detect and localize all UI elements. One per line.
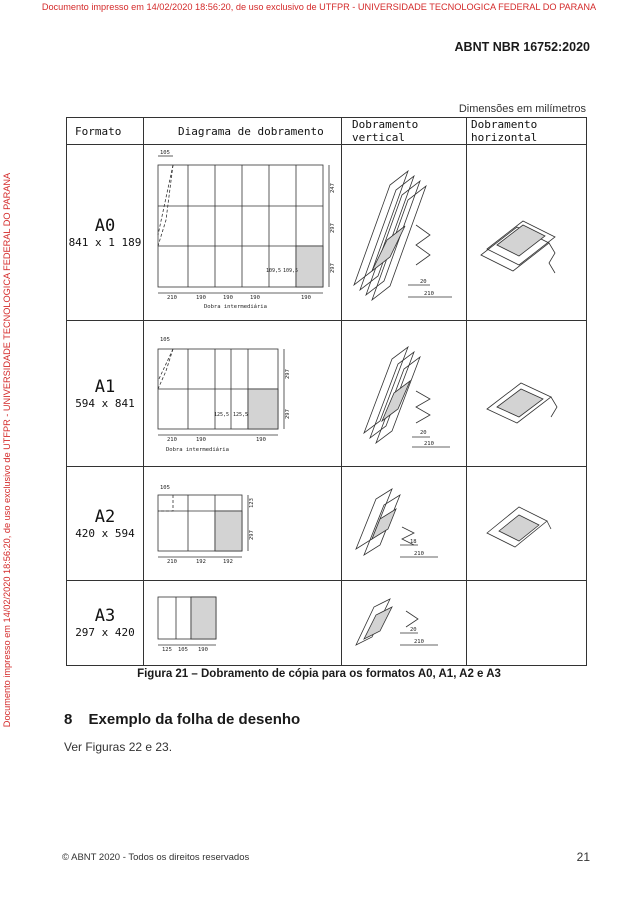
table-row-a1 (67, 321, 587, 467)
watermark-top: Documento impresso em 14/02/2020 18:56:20, de uso exclusivo de UTFPR - UNIVERSIDADE TECNOLOGICA FEDERAL DO PARANA (41, 2, 597, 12)
diagram-a2 (144, 467, 342, 581)
vertical-fold-a1 (342, 321, 467, 467)
page-number: 21 (576, 850, 590, 864)
dim-bottom-2: 105 (178, 647, 188, 653)
fold-diagram-a1 (144, 321, 342, 466)
vertical-dim-2: 210 (424, 441, 434, 447)
dim-bottom-2: 190 (196, 437, 206, 443)
format-size: 841 x 1 189 (68, 235, 142, 249)
note-intermediate: Dobra intermediária (166, 447, 229, 453)
format-cell-a3 (67, 581, 144, 666)
vertical-fold-drawing-a0 (342, 145, 467, 320)
dim-bottom-4: 190 (250, 295, 260, 301)
dim-top: 105 (160, 150, 170, 156)
horizontal-fold-a2 (467, 467, 587, 581)
format-size: 420 x 594 (75, 526, 135, 540)
diagram-a0 (144, 145, 342, 321)
vertical-fold-a3 (342, 581, 467, 666)
vertical-dim-2: 210 (414, 639, 424, 645)
format-size: 297 x 420 (75, 626, 135, 639)
units-note: Dimensões em milímetros (458, 103, 586, 115)
fold-diagram-a0 (144, 145, 342, 320)
dim-bottom-2: 190 (196, 295, 206, 301)
horizontal-fold-a1 (467, 321, 587, 467)
format-name: A0 (94, 215, 116, 236)
dim-top: 105 (160, 337, 170, 343)
standard-code: ABNT NBR 16752:2020 (454, 40, 590, 54)
dim-inner-1: 125,5 (214, 412, 230, 418)
header-horizontal: Dobramento horizontal (467, 118, 587, 145)
dim-right-1: 297 (285, 409, 291, 419)
dim-bottom-1: 210 (167, 559, 177, 565)
dim-bottom-3: 190 (198, 647, 208, 653)
fold-diagram-a2 (144, 467, 342, 580)
format-cell-a2 (67, 467, 144, 581)
dim-bottom-1: 210 (167, 295, 177, 301)
vertical-fold-drawing-a1 (342, 321, 467, 466)
format-cell-a1 (67, 321, 144, 467)
vertical-dim-2: 210 (414, 551, 424, 557)
folding-table (66, 117, 587, 666)
section-number: 8 (64, 711, 73, 728)
format-size: 594 x 841 (75, 396, 135, 410)
table-row-a2 (67, 467, 587, 581)
dim-bottom-2: 192 (196, 559, 206, 565)
dim-right-2: 123 (249, 498, 255, 508)
diagram-a1 (144, 321, 342, 467)
watermark-side: Documento impresso em 14/02/2020 18:56:20, de uso exclusivo de UTFPR - UNIVERSIDADE TECNOLOGICA FEDERAL DO PARANA (2, 172, 12, 728)
horizontal-fold-a0 (467, 145, 587, 321)
dim-bottom-3: 190 (256, 437, 266, 443)
header-diagrama: Diagrama de dobramento (144, 118, 342, 145)
section-title: Exemplo da folha de desenho (88, 711, 301, 728)
dim-right-2: 297 (285, 369, 291, 379)
vertical-dim-1: 20 (420, 430, 427, 436)
note-intermediate: Dobra intermediária (204, 304, 267, 310)
vertical-dim-1: 20 (420, 279, 427, 285)
dim-right-2: 297 (330, 223, 336, 233)
table-row-a0 (67, 145, 587, 321)
format-name: A2 (94, 506, 116, 527)
dim-bottom-3: 190 (223, 295, 233, 301)
dim-bottom-1: 210 (167, 437, 177, 443)
horizontal-fold-drawing-a2 (467, 467, 587, 580)
diagram-a3 (144, 581, 342, 666)
dim-bottom-1: 125 (162, 647, 172, 653)
dim-bottom-5: 190 (301, 295, 311, 301)
vertical-dim-2: 210 (424, 291, 434, 297)
fold-diagram-a3 (144, 581, 342, 665)
dim-top: 105 (160, 485, 170, 491)
horizontal-fold-drawing-a1 (467, 321, 587, 466)
figure-caption: Figura 21 – Dobramento de cópia para os formatos A0, A1, A2 e A3 (137, 668, 501, 680)
format-name: A3 (94, 606, 116, 626)
dim-inner-2: 125,5 (233, 412, 249, 418)
vertical-dim-1: 18 (410, 539, 417, 545)
vertical-fold-a0 (342, 145, 467, 321)
vertical-fold-drawing-a3 (342, 581, 467, 665)
dim-bottom-3: 192 (223, 559, 233, 565)
footer-copyright: © ABNT 2020 - Todos os direitos reservados (62, 852, 250, 863)
vertical-fold-a2 (342, 467, 467, 581)
dim-right-3: 247 (330, 183, 336, 193)
vertical-dim-1: 20 (410, 627, 417, 633)
table-row-a3 (67, 581, 587, 666)
dim-inner-2: 109,5 (283, 268, 299, 274)
section-heading (64, 711, 300, 728)
header-vertical: Dobramento vertical (342, 118, 467, 145)
dim-right-1: 297 (249, 530, 255, 540)
horizontal-fold-drawing-a0 (467, 145, 587, 320)
dim-right-1: 297 (330, 263, 336, 273)
body-paragraph: Ver Figuras 22 e 23. (64, 740, 173, 754)
vertical-fold-drawing-a2 (342, 467, 467, 580)
dim-inner-1: 109,5 (266, 268, 282, 274)
format-cell-a0 (67, 145, 144, 321)
header-formato: Formato (67, 118, 144, 145)
horizontal-fold-a3-empty (467, 581, 587, 666)
format-name: A1 (94, 376, 116, 397)
table-header-row (67, 118, 587, 145)
